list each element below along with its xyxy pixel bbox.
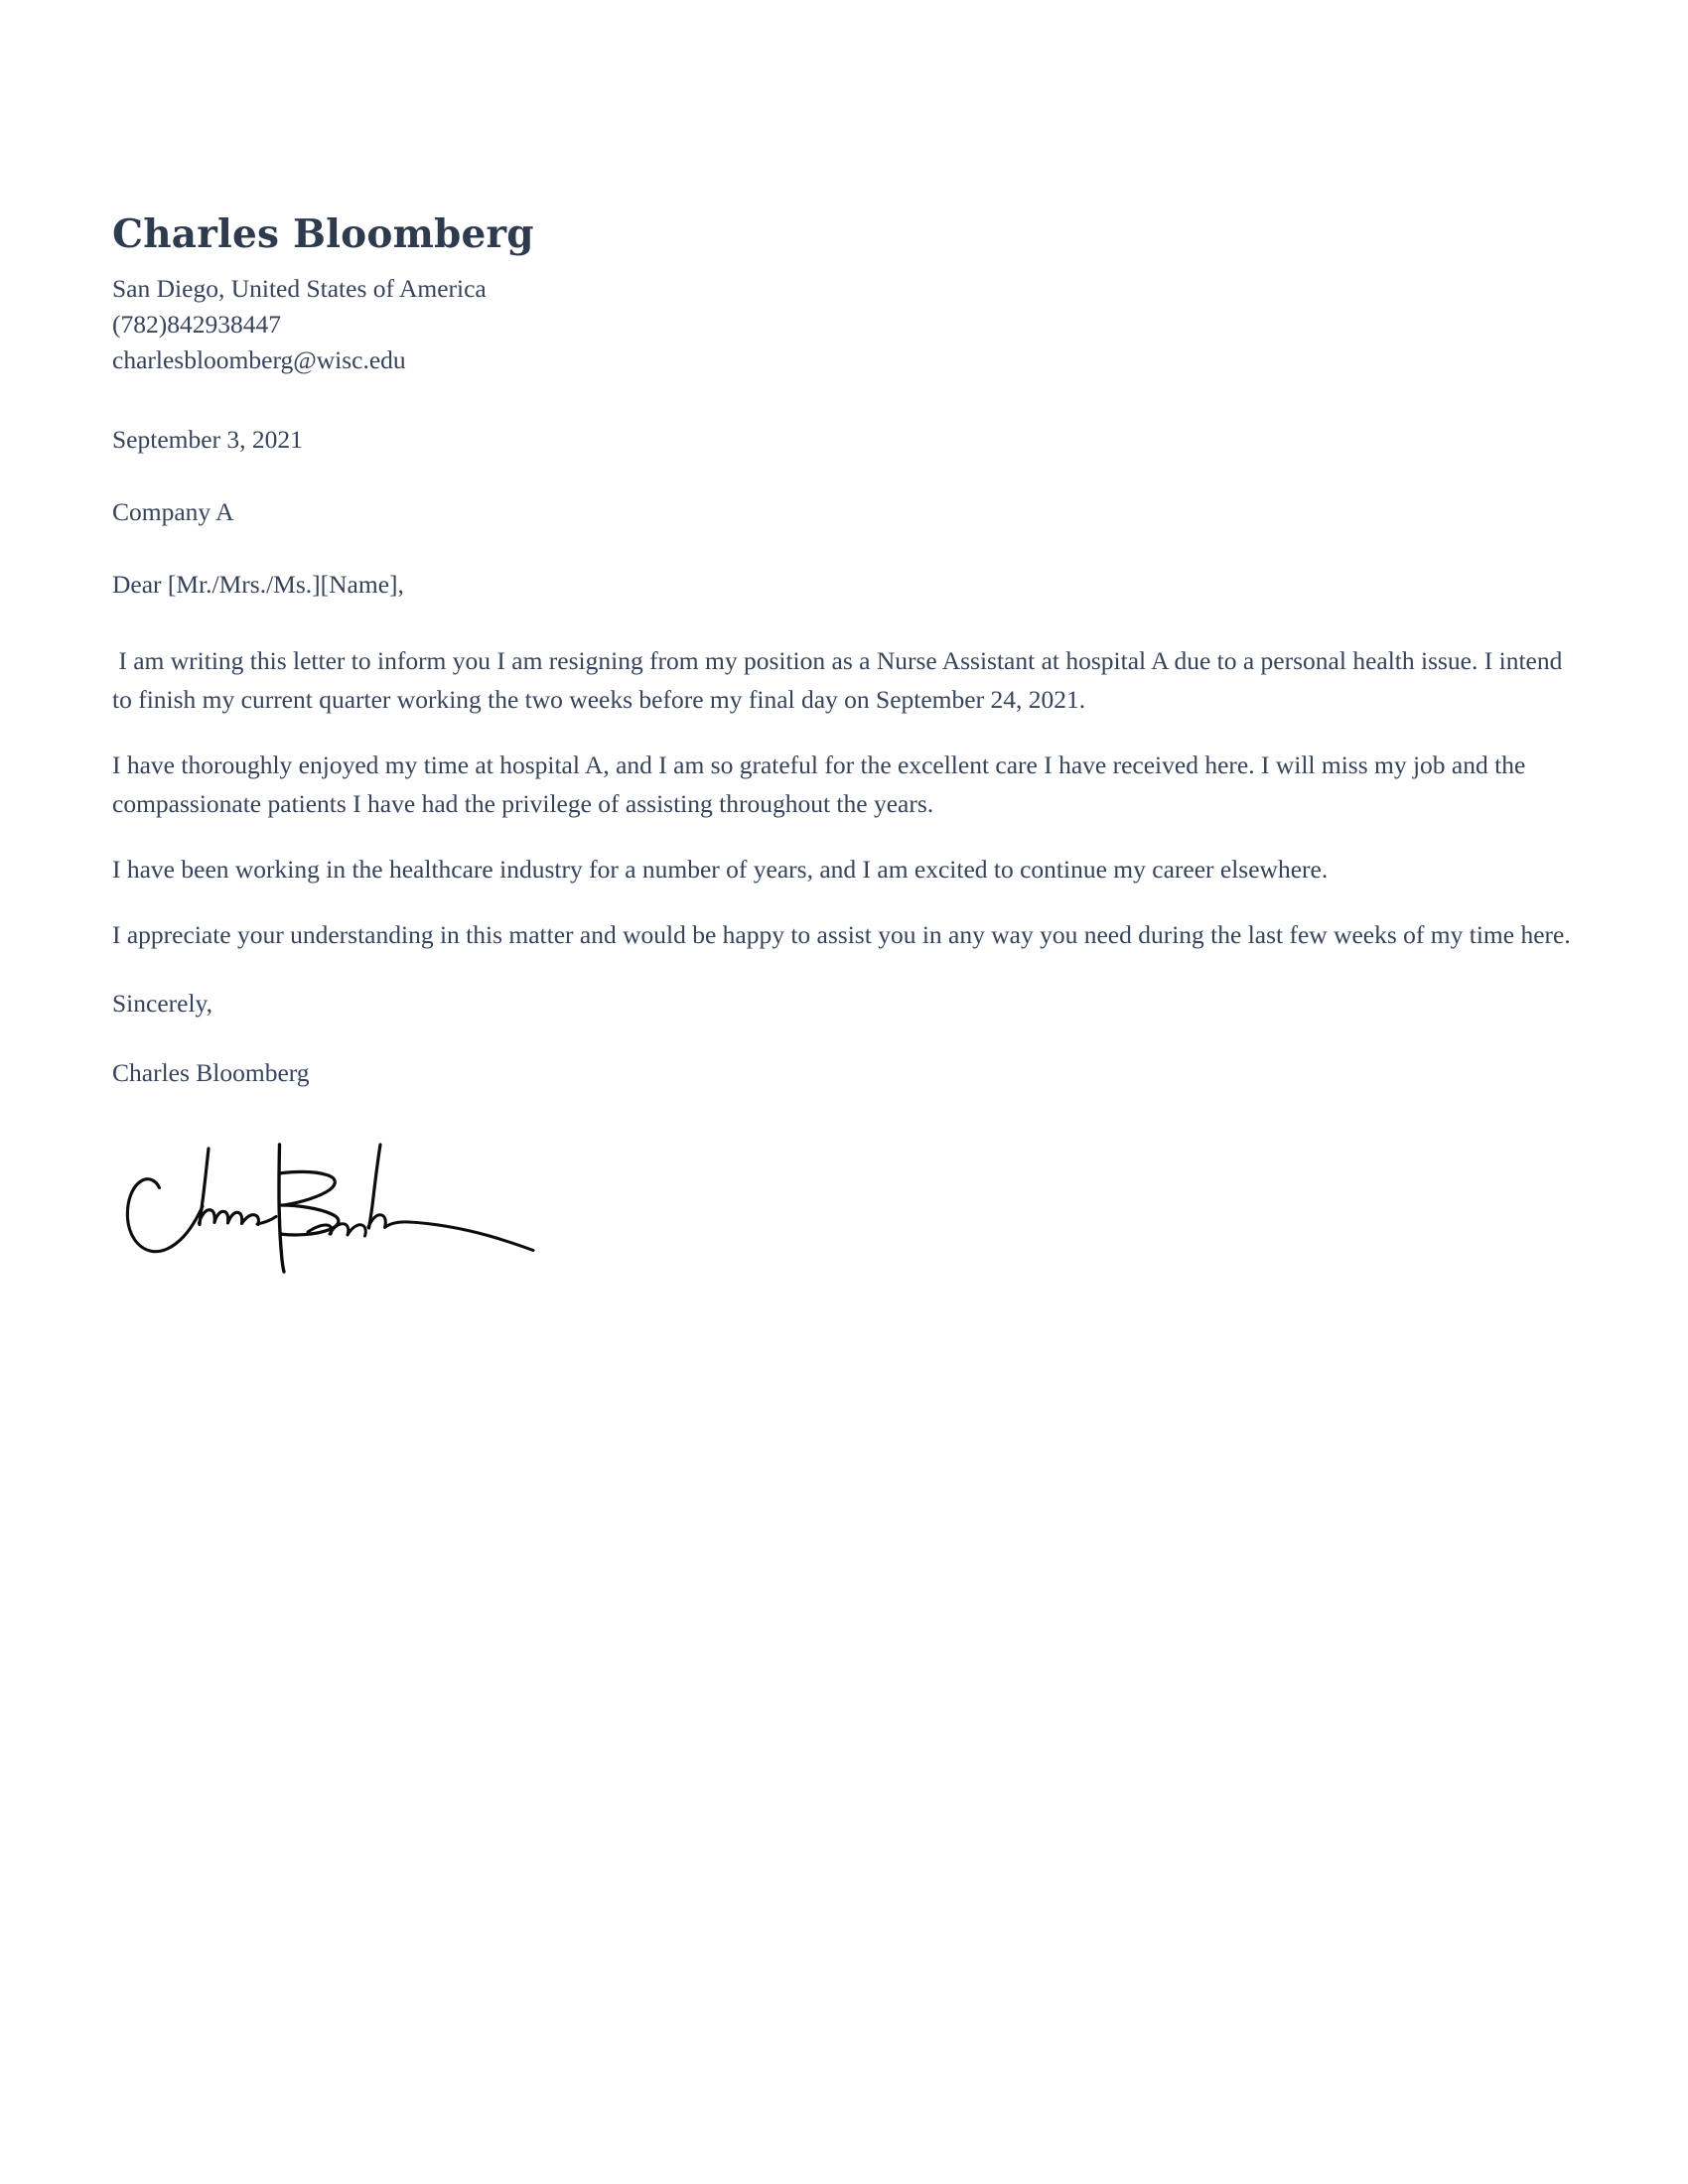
spacer-before-salutation (112, 531, 1577, 567)
spacer-before-signoff (112, 1023, 1577, 1055)
spacer-paragraph-1 (112, 719, 1577, 746)
signoff-name: Charles Bloomberg (112, 1058, 310, 1088)
letter-date: September 3, 2021 (112, 425, 303, 455)
body-paragraph-3: I have been working in the healthcare industry for a number of years, and I am excited to continue my career elsewhere. (112, 855, 1329, 885)
spacer-paragraph-2 (112, 823, 1577, 850)
recipient-company: Company A (112, 497, 234, 527)
sender-phone: (782)842938447 (112, 309, 281, 339)
body-paragraph-4: I appreciate your understanding in this matter and would be happy to assist you in any way you need during the last few weeks of my time here. (112, 920, 1571, 950)
body-paragraph-1: I am writing this letter to inform you I am resigning from my position as a Nurse Assistant at hospital A due to a personal health issue. I intend to finish my current quarter working the two weeks before my final day on September 24, 2021. (112, 646, 1569, 715)
signature-svg (112, 1130, 539, 1259)
signature-image (112, 1130, 539, 1259)
spacer-before-closing (112, 954, 1577, 986)
spacer-before-body (112, 604, 1577, 641)
body-paragraph-2: I have thoroughly enjoyed my time at hospital A, and I am so grateful for the excellent care I have received here. I will miss my job and the compassionate patients I have had the privilege of assisting throughout the years. (112, 751, 1532, 819)
sender-header-block (112, 213, 1577, 378)
sender-address: San Diego, United States of America (112, 273, 487, 303)
sender-name: Charles Bloomberg (112, 211, 534, 257)
spacer-paragraph-3 (112, 888, 1577, 915)
spacer-before-company (112, 459, 1577, 494)
sender-email: charlesbloomberg@wisc.edu (112, 345, 406, 375)
letter-body (112, 213, 1577, 1259)
spacer-before-date (112, 378, 1577, 422)
valediction: Sincerely, (112, 989, 213, 1019)
salutation: Dear [Mr./Mrs./Ms.][Name], (112, 570, 404, 600)
